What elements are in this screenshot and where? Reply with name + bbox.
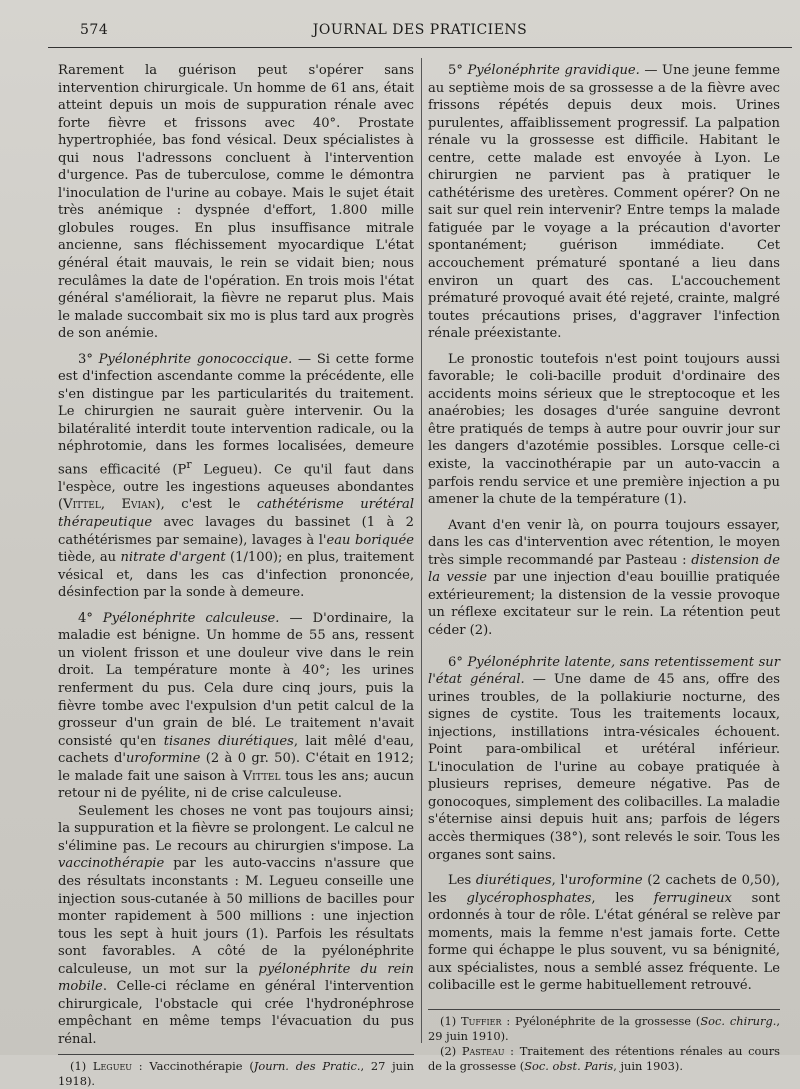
paragraph-rarement: Rarement la guérison peut s'opérer sans intervention chirurgicale. Un homme de 61 ans, était atteint depuis un mois de suppuration rénale avec forte fièvre et frissons avec 40°. Prostate hypertrophiée, bas fond vésical. Deux spécialistes à qui nous l'adressons concluent à l'intervention d'urgence. Pas de tuberculose, comme le démontra l'inoculation de l'urine au cobaye. Mais le sujet était très anémique : dyspnée d'effort, 1.800 mille globules rouges. En plus insuffisance mitrale ancienne, sans fléchissement myocardique L'état général était mauvais, le rein se vidait bien; nous reculâmes la date de l'opération. En trois mois l'état général s'améliorait, la fièvre ne reparut plus. Mais le malade succombait six mo is plus tard aux progrès de son anémie. (58, 63, 414, 342)
paragraph-calculeuse: 4° Pyélonéphrite calculeuse. — D'ordinaire, la maladie est bénigne. Un homme de 55 ans, ressent un violent frisson et une douleur vive dans le rein droit. La température monte à 40°; les urines renferment du pus. Cela dure cinq jours, puis la fièvre tombe avec l'expulsion d'un petit calcul de la grosseur d'un grain de blé. Le traitement n'avait consisté qu'en tisanes diurétiques, lait mêlé d'eau, cachets d'uroformine (2 à 0 gr. 50). C'était en 1912; le malade fait une saison à Vittel tous les ans; aucun retour ni de pyélite, ni de crise calculeuse. (58, 610, 414, 802)
footnote: (1) Tuffier : Pyélonéphrite de la grossesse (Soc. chirurg., 29 juin 1910). (428, 1013, 780, 1043)
paragraph-pronostic: Le pronostic toutefois n'est point toujours aussi favorable; le coli-bacille produit d'ordinaire des accidents moins sérieux que le streptocoque et les anaérobies; les dosages d'urée sanguine devront être pratiqués de temps à autre pour ouvrir jour sur les dangers d'azotémie possibles. Lorsque celle-ci existe, la vaccinothérapie par un auto-vaccin a parfois rendu service et une première injection a pu amener la chute de la température (1). (428, 351, 780, 508)
paragraph-avant: Avant d'en venir là, on pourra toujours essayer, dans les cas d'intervention avec rétention, le moyen très simple recommandé par Pasteau : distension de la vessie par une injection d'eau bouillie pratiquée extérieurement; la distension de la vessie provoque un réflexe excitateur sur le rein. La rétention peut céder (2). (428, 517, 781, 638)
page-header (80, 22, 760, 44)
header-rule (48, 47, 792, 48)
paragraph-gonococcique: 3° Pyélonéphrite gonococcique. — Si cette forme est d'infection ascendante comme la précédente, elle s'en distingue par les particularités du traitement. Le chirurgien ne saurait guère intervenir. Ou la bilatéralité interdit toute intervention radicale, ou la néphrotomie, dans les formes localisées, demeure sans efficacité ($P^r$ Legueu). Ce qu'il faut dans l'espèce, outre les ingestions aqueuses abondantes (Vittel, Evian), c'est le cathétérisme urétéral thérapeutique avec lavages du bassinet (1 à 2 cathétérismes par semaine), lavages à l'eau boriquée tiède, au nitrate d'argent (1/100); en plus, traitement vésical et, dans les cas d'infection prononcée, désinfection par la sonde à demeure. (58, 351, 415, 601)
footnote-rule (428, 1009, 780, 1010)
page-number: 574 (80, 22, 109, 38)
section-title: Pyélonéphrite calculeuse. (102, 610, 280, 626)
journal-title: JOURNAL DES PRATICIENS (312, 22, 528, 38)
paragraph-gravidique: 5° Pyélonéphrite gravidique. — Une jeune femme au septième mois de sa grossesse a de la fièvre avec frissons répétés depuis deux mois. Urines purulentes, affaiblissement progressif. La palpation rénale vu la grossesse est difficile. Habitant le centre, cette malade est envoyée à Lyon. Le chirurgien ne parvient pas à pratiquer le cathétérisme des uretères. Comment opérer? On ne sait sur quel rein intervenir? Entre temps la malade fatiguée par le voyage a la précaution d'avorter spontanément; guérison immédiate. Cet accouchement prématuré spontané a lieu dans environ un quart des cas. L'accouchement prématuré provoqué avait été rejeté, crainte, malgré toutes précautions prises, d'aggraver l'infection rénale préexistante. (428, 63, 780, 342)
footnote: (2) Pasteau : Traitement des rétentions rénales au cours de la grossesse (Soc. obst. Paris, juin 1903). (428, 1043, 780, 1073)
section-title: Pyélonéphrite gravidique. (467, 63, 640, 78)
right-column (428, 62, 781, 1073)
paragraph-latente: 6° Pyélonéphrite latente, sans retentissement sur l'état général. — Une dame de 45 ans, offre des urines troubles, de la pollakiurie nocturne, des signes de cystite. Tous les traitements locaux, injections, instillations intra-vésicales échouent. Point para-ombilical et urétéral inférieur. L'inoculation de l'urine au cobaye pratiquée à plusieurs reprises, demeure négative. Pas de gonocoques, simplement des colibacilles. La maladie s'éternise ainsi depuis huit ans; parfois de légers accès thermiques (38°), sont relevés le soir. Tous les organes sont sains. (428, 654, 781, 863)
section-title: Pyélonéphrite latente, sans retentissement sur l'état général. (428, 654, 781, 688)
column-divider (421, 58, 422, 1043)
footnote: (1) Legueu : Vaccinothérapie (Journ. des Pratic., 27 juin 1918). (58, 1059, 414, 1089)
section-title: Pyélonéphrite gonococcique. (98, 351, 293, 367)
paragraph-seulement: Seulement les choses ne vont pas toujours ainsi; la suppuration et la fièvre se prolongent. Le calcul ne s'élimine pas. Le recours au chirurgien s'impose. La vaccinothérapie par les auto-vaccins n'assure que des résultats inconstants : M. Legueu conseille une injection sous-cutanée à 50 millions de bacilles pour monter rapidement à 500 millions : une injection tous les sept à huit jours (1). Parfois les résultats sont favorables. A côté de la pyélonéphrite calculeuse, un mot sur la pyélonéphrite du rein mobile. Celle-ci réclame en général l'intervention chirurgicale, l'obstacle qui crée l'hydronéphrose empêchant en même temps l'évacuation du pus rénal. (58, 803, 414, 1047)
paragraph-diuretiques: Les diurétiques, l'uroformine (2 cachets de 0,50), les glycérophosphates, les ferrugineux sont ordonnés à tour de rôle. L'état général se relève par moments, mais la femme n'est jamais forte. Cette forme qui échappe le plus souvent, vu sa bénignité, aux spécialistes, nous a semblé assez fréquente. Le colibacille est le germe habituellement retrouvé. (428, 873, 780, 994)
left-column (58, 62, 415, 1089)
